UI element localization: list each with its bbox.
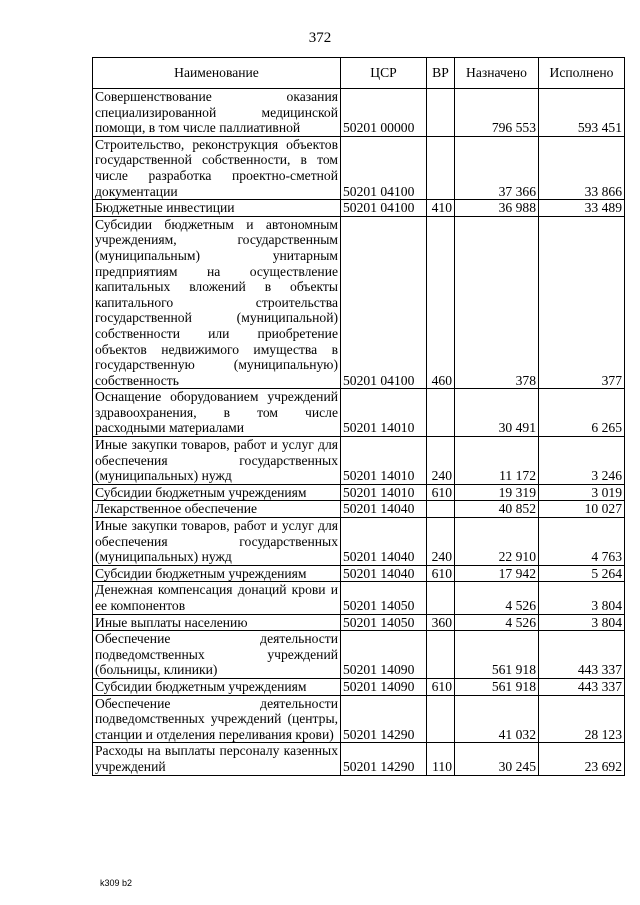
cell-csr: 50201 14090 (341, 678, 427, 695)
table-row (93, 631, 625, 679)
table-row (93, 695, 625, 743)
cell-executed: 28 123 (539, 695, 625, 743)
cell-executed: 443 337 (539, 631, 625, 679)
table-row (93, 389, 625, 437)
cell-vr: 460 (427, 216, 455, 389)
budget-table (92, 57, 625, 776)
header-vr: ВР (427, 58, 455, 89)
table-row (93, 565, 625, 582)
cell-assigned: 40 852 (455, 501, 539, 518)
table-row (93, 614, 625, 631)
cell-vr: 610 (427, 678, 455, 695)
cell-csr: 50201 14040 (341, 565, 427, 582)
table-row (93, 136, 625, 199)
cell-assigned: 11 172 (455, 437, 539, 485)
cell-name: Расходы на выплаты персоналу казенных учреждений (93, 743, 341, 775)
cell-vr (427, 136, 455, 199)
cell-csr: 50201 14040 (341, 501, 427, 518)
cell-name: Иные закупки товаров, работ и услуг для обеспечения государственных (муниципальных) нужд (93, 437, 341, 485)
cell-vr (427, 631, 455, 679)
header-assigned: Назначено (455, 58, 539, 89)
cell-vr: 410 (427, 200, 455, 217)
header-executed: Исполнено (539, 58, 625, 89)
table-row (93, 484, 625, 501)
cell-vr (427, 695, 455, 743)
cell-name: Иные выплаты населению (93, 614, 341, 631)
cell-executed: 443 337 (539, 678, 625, 695)
cell-csr: 50201 14290 (341, 695, 427, 743)
cell-name: Субсидии бюджетным учреждениям (93, 565, 341, 582)
cell-csr: 50201 14050 (341, 614, 427, 631)
table-row (93, 89, 625, 137)
cell-vr: 240 (427, 437, 455, 485)
cell-name: Обеспечение деятельности подведомственных учреждений (больницы, клиники) (93, 631, 341, 679)
cell-csr: 50201 00000 (341, 89, 427, 137)
table-header-row (93, 58, 625, 89)
table-row (93, 518, 625, 566)
cell-csr: 50201 04100 (341, 200, 427, 217)
cell-name: Обеспечение деятельности подведомственных учреждений (центры, станции и отделения переливания крови) (93, 695, 341, 743)
cell-vr (427, 389, 455, 437)
cell-assigned: 30 491 (455, 389, 539, 437)
cell-executed: 3 019 (539, 484, 625, 501)
cell-csr: 50201 14010 (341, 437, 427, 485)
cell-assigned: 30 245 (455, 743, 539, 775)
cell-assigned: 17 942 (455, 565, 539, 582)
cell-vr (427, 582, 455, 614)
cell-executed: 4 763 (539, 518, 625, 566)
cell-csr: 50201 14050 (341, 582, 427, 614)
cell-executed: 33 489 (539, 200, 625, 217)
table-row (93, 200, 625, 217)
cell-csr: 50201 14010 (341, 484, 427, 501)
cell-executed: 23 692 (539, 743, 625, 775)
cell-executed: 33 866 (539, 136, 625, 199)
cell-executed: 377 (539, 216, 625, 389)
header-csr: ЦСР (341, 58, 427, 89)
cell-vr: 610 (427, 484, 455, 501)
cell-executed: 6 265 (539, 389, 625, 437)
cell-vr (427, 501, 455, 518)
cell-assigned: 4 526 (455, 582, 539, 614)
cell-vr: 240 (427, 518, 455, 566)
table-row (93, 501, 625, 518)
cell-assigned: 41 032 (455, 695, 539, 743)
cell-assigned: 36 988 (455, 200, 539, 217)
cell-assigned: 561 918 (455, 631, 539, 679)
cell-vr: 610 (427, 565, 455, 582)
cell-name: Субсидии бюджетным учреждениям (93, 678, 341, 695)
table-row (93, 437, 625, 485)
cell-name: Лекарственное обеспечение (93, 501, 341, 518)
cell-executed: 5 264 (539, 565, 625, 582)
cell-csr: 50201 04100 (341, 216, 427, 389)
cell-name: Субсидии бюджетным учреждениям (93, 484, 341, 501)
page-number: 372 (308, 30, 332, 46)
cell-assigned: 378 (455, 216, 539, 389)
cell-executed: 3 246 (539, 437, 625, 485)
cell-csr: 50201 14290 (341, 743, 427, 775)
cell-name: Совершенствование оказания специализированной медицинской помощи, в том числе паллиативной (93, 89, 341, 137)
footer-code: k309 b2 (100, 878, 133, 888)
cell-executed: 3 804 (539, 614, 625, 631)
cell-csr: 50201 14090 (341, 631, 427, 679)
cell-name: Иные закупки товаров, работ и услуг для обеспечения государственных (муниципальных) нужд (93, 518, 341, 566)
cell-executed: 593 451 (539, 89, 625, 137)
table-row (93, 743, 625, 775)
cell-name: Оснащение оборудованием учреждений здравоохранения, в том числе расходными материалами (93, 389, 341, 437)
cell-name: Денежная компенсация донаций крови и ее компонентов (93, 582, 341, 614)
cell-vr: 360 (427, 614, 455, 631)
cell-assigned: 796 553 (455, 89, 539, 137)
cell-csr: 50201 14040 (341, 518, 427, 566)
cell-csr: 50201 14010 (341, 389, 427, 437)
cell-assigned: 22 910 (455, 518, 539, 566)
cell-name: Бюджетные инвестиции (93, 200, 341, 217)
cell-vr (427, 89, 455, 137)
cell-assigned: 19 319 (455, 484, 539, 501)
table-row (93, 678, 625, 695)
cell-name: Строительство, реконструкция объектов государственной собственности, в том числе разработка проектно-сметной документации (93, 136, 341, 199)
header-name: Наименование (93, 58, 341, 89)
table-row (93, 216, 625, 389)
table-row (93, 582, 625, 614)
cell-assigned: 561 918 (455, 678, 539, 695)
cell-name: Субсидии бюджетным и автономным учреждениям, государственным (муниципальным) унитарным предприятиям на осуществление капитальных вложений в объекты капитального строительства государственной (муниципальной) собственности или приобретение объектов недвижимого имущества в государственную (муниципальную) собственность (93, 216, 341, 389)
cell-vr: 110 (427, 743, 455, 775)
cell-csr: 50201 04100 (341, 136, 427, 199)
cell-executed: 10 027 (539, 501, 625, 518)
cell-assigned: 4 526 (455, 614, 539, 631)
cell-assigned: 37 366 (455, 136, 539, 199)
cell-executed: 3 804 (539, 582, 625, 614)
